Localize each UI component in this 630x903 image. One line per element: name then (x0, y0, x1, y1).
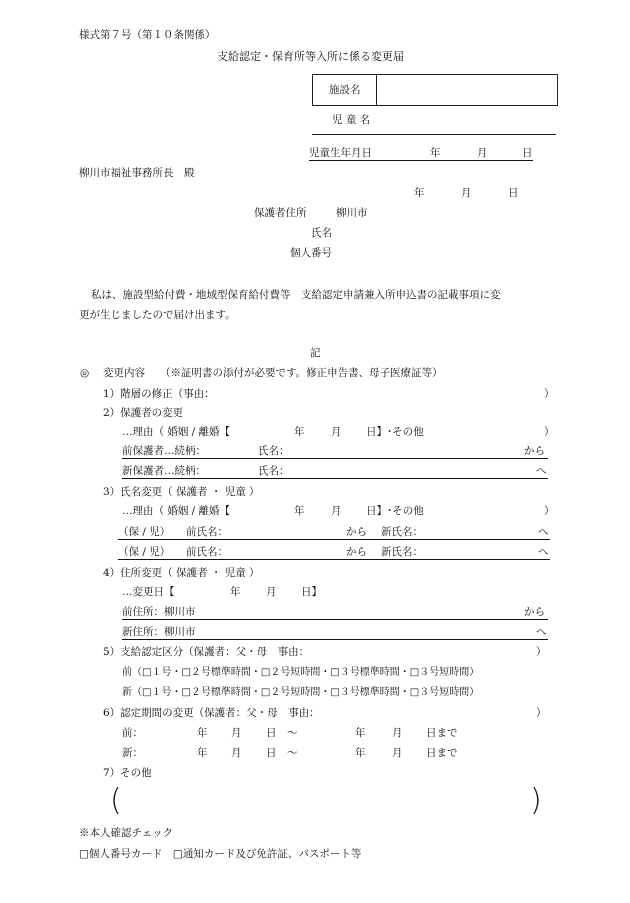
left-bracket: ( (110, 783, 122, 818)
item2-label: 2）保護者の変更 (103, 407, 184, 419)
right-bracket: ) (530, 783, 542, 818)
date-month: 月 (461, 187, 472, 199)
item4-day: 日】 (301, 586, 322, 598)
guardian-name-label: 氏名 (311, 227, 332, 239)
row2-to: へ (538, 546, 549, 558)
identity-check-title: ※本人確認チェック (79, 827, 174, 839)
birth-day: 日 (522, 147, 533, 159)
period-new-tilde: ～ (287, 747, 298, 759)
new-guardian-name: 氏名： (258, 465, 290, 477)
item1-label: 1）階層の修正（事由： (103, 388, 215, 400)
new-name-line (118, 547, 550, 560)
body-text-line1: 私は、施設型給付費・地域型保育給付費等 支給認定申請兼入所申込書の記載事項に変 (91, 289, 501, 301)
item1-close: ） (544, 388, 555, 400)
new-guardian-to: へ (536, 465, 547, 477)
facility-label: 施設名 (329, 84, 361, 96)
row2-prefix: （保 / 児） (118, 546, 171, 558)
row2-new-name-label: 新氏名： (381, 546, 423, 558)
identity-check-items: □個人番号カード □通知カード及び免許証、パスポート等 (79, 848, 362, 860)
prev-guardian-name: 氏名： (258, 445, 290, 457)
period-prev-month: 月 (231, 727, 242, 739)
facility-box (312, 74, 558, 106)
period-prev-label: 前： (122, 727, 143, 739)
section-note: （※証明書の添付が必要です。修正申告書、母子医療証等） (160, 367, 443, 379)
period-new-year2: 年 (355, 747, 366, 759)
item3-year: 年 (294, 505, 305, 517)
period-prev-day: 日 (266, 727, 277, 739)
item3-label: 3）氏名変更（ 保護者 ・ 児童 ） (103, 486, 260, 498)
period-prev-month2: 月 (392, 727, 403, 739)
item5-prev: 前（□１号・□２号標準時間・□２号短時間・□３号標準時間・□３号短時間） (122, 667, 480, 678)
prev-name-line (118, 527, 550, 540)
row2-prev-name-label: 前氏名： (186, 546, 228, 558)
row1-prefix: （保 / 児） (118, 526, 171, 538)
item4-month: 月 (266, 586, 277, 598)
item5-close: ） (536, 646, 547, 658)
period-new-label: 新： (122, 747, 143, 759)
item3-close: ） (544, 505, 555, 517)
prev-name-label: 前氏名： (186, 526, 228, 538)
guardian-id-label: 個人番号 (290, 247, 332, 259)
prev-address-from: から (524, 606, 545, 618)
item2-reason: …理由（ 婚姻 / 離婚【 (122, 426, 231, 438)
form-title: 支給認定・保育所等入所に係る変更届 (217, 50, 404, 63)
prev-address: 前住所：柳川市 (122, 606, 196, 618)
item3-reason: …理由（ 婚姻 / 離婚【 (122, 505, 231, 517)
new-guardian-rel: 新保護者…続柄： (122, 465, 206, 477)
form-number: 様式第７号（第１０条関係） (79, 29, 216, 41)
period-new-day: 日 (266, 747, 277, 759)
birth-year: 年 (430, 147, 441, 159)
period-prev-until: 日まで (426, 727, 458, 739)
period-new-year: 年 (197, 747, 208, 759)
item4-label: 4）住所変更（ 保護者 ・ 児童 ） (103, 567, 260, 579)
child-name-label: 児 童 名 (332, 114, 371, 126)
date-day: 日 (508, 187, 519, 199)
date-year: 年 (414, 187, 425, 199)
birth-month: 月 (477, 147, 488, 159)
period-prev-tilde: ～ (287, 727, 298, 739)
period-new-month: 月 (231, 747, 242, 759)
child-name-line (312, 134, 556, 135)
item3-month: 月 (331, 505, 342, 517)
new-name-label: 新氏名： (381, 526, 423, 538)
addressee: 柳川市福祉事務所長 殿 (79, 167, 195, 179)
row2-from: から (346, 546, 367, 558)
new-address-to: へ (536, 626, 547, 638)
prev-name-to: へ (538, 526, 549, 538)
item7-label: 7）その他 (103, 767, 152, 779)
period-new-month2: 月 (392, 747, 403, 759)
item6-close: ） (536, 707, 547, 719)
ki-heading: 記 (310, 347, 321, 359)
period-prev-year2: 年 (355, 727, 366, 739)
item4-year: 年 (230, 586, 241, 598)
item2-month: 月 (331, 426, 342, 438)
item2-year: 年 (294, 426, 305, 438)
period-prev-year: 年 (197, 727, 208, 739)
body-text-line2: 更が生じましたので届け出ます。 (79, 309, 236, 321)
period-new-until: 日まで (426, 747, 458, 759)
item5-new: 新（□１号・□２号標準時間・□２号短時間・□３号標準時間・□３号短時間） (122, 687, 480, 698)
item2-close: ） (544, 426, 555, 438)
prev-name-from: から (346, 526, 367, 538)
prev-guardian-from: から (524, 445, 545, 457)
child-birth-label: 児童生年月日 (309, 147, 372, 159)
guardian-address-city: 柳川市 (336, 207, 368, 219)
section-label: 変更内容 (103, 367, 145, 379)
item4-change-date: …変更日【 (122, 586, 175, 598)
item6-label: 6）認定期間の変更（保護者：父・母 事由： (103, 707, 320, 719)
guardian-address-label: 保護者住所 (254, 207, 307, 219)
prev-guardian-rel: 前保護者…続柄： (122, 445, 206, 457)
item2-day-tail: 日】･その他 (366, 426, 424, 438)
new-address: 新住所：柳川市 (122, 626, 196, 638)
item3-day-tail: 日】･その他 (366, 505, 424, 517)
item5-label: 5）支給認定区分（保護者：父・母 事由： (103, 646, 310, 658)
section-mark: ◎ (80, 367, 90, 379)
